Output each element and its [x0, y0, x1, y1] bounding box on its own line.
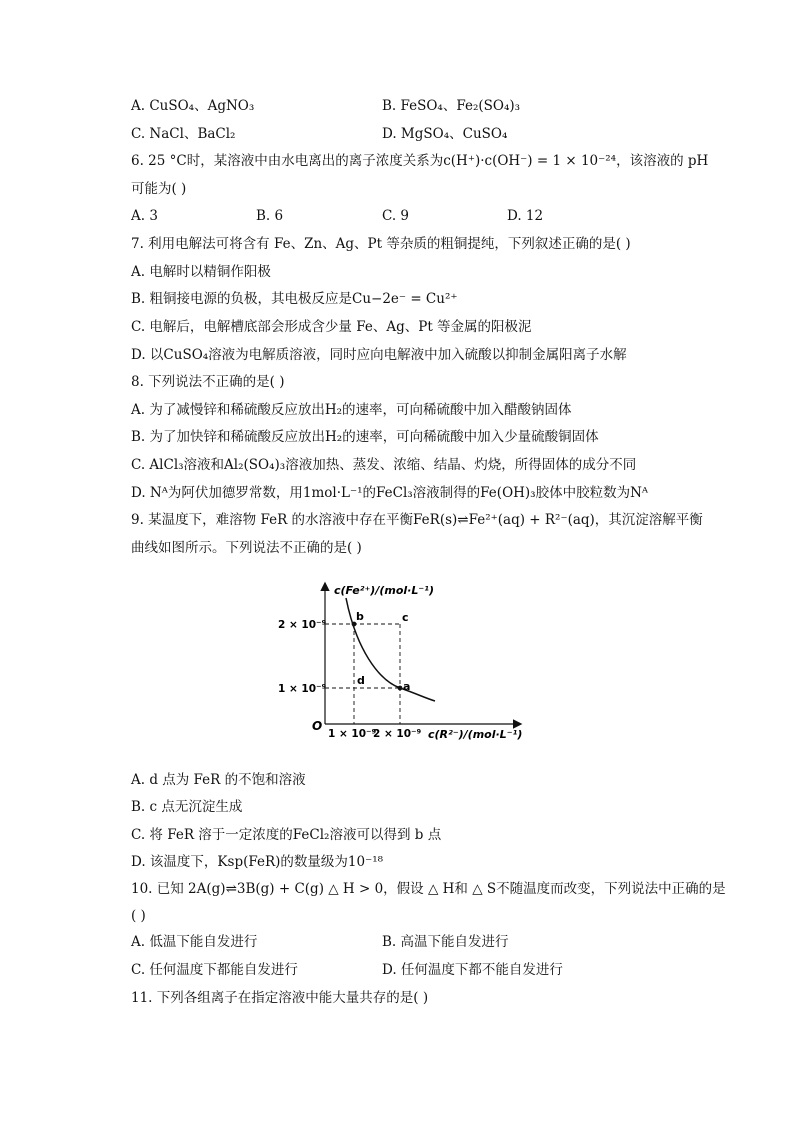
point-b-label: b: [356, 610, 364, 623]
q7-option-b: B. 粗铜接电源的负极，其电极反应是Cu−2e⁻ = Cu²⁺: [131, 291, 458, 307]
point-c-label: c: [402, 611, 409, 624]
x-tick-2: 2 × 10⁻⁹: [373, 728, 422, 740]
q10-option-a: A. 低温下能自发进行: [131, 934, 258, 950]
q5-option-a: A. CuSO₄、AgNO₃: [131, 98, 255, 114]
q10-option-d: D. 任何温度下都不能自发进行: [382, 962, 563, 978]
q10-stem-line1: 10. 已知 2A(g)⇌3B(g) + C(g) △ H > 0，假设 △ H和 △ S不随温度而改变，下列说法中正确的是: [131, 881, 726, 897]
q6-stem-line1: 6. 25 °C时，某溶液中由水电离出的离子浓度关系为c(H⁺)·c(OH⁻) = 1 × 10⁻²⁴，该溶液的 pH: [131, 153, 709, 169]
q5-option-c: C. NaCl、BaCl₂: [131, 126, 236, 142]
q8-option-c: C. AlCl₃溶液和Al₂(SO₄)₃溶液加热、蒸发、浓缩、结晶、灼烧，所得固体的成分不同: [131, 457, 637, 473]
q10-option-b: B. 高温下能自发进行: [382, 934, 509, 950]
q10-option-c: C. 任何温度下都能自发进行: [131, 962, 298, 978]
y-tick-1: 1 × 10⁻⁹: [278, 683, 327, 695]
q9-solubility-graph: [270, 578, 530, 746]
point-d-label: d: [357, 674, 365, 687]
q8-stem: 8. 下列说法不正确的是( ): [131, 374, 285, 390]
q9-stem-line2: 曲线如图所示。下列说法不正确的是( ): [131, 540, 362, 556]
q9-option-c: C. 将 FeR 溶于一定浓度的FeCl₂溶液可以得到 b 点: [131, 827, 442, 843]
x-axis-label: c(R²⁻)/(mol·L⁻¹): [428, 728, 523, 741]
q8-option-d: D. Nᴬ为阿伏加德罗常数，用1mol·L⁻¹的FeCl₃溶液制得的Fe(OH)₃胶体中胶粒数为Nᴬ: [131, 485, 649, 501]
q5-option-b: B. FeSO₄、Fe₂(SO₄)₃: [382, 98, 521, 114]
q9-option-d: D. 该温度下，Ksp(FeR)的数量级为10⁻¹⁸: [131, 854, 384, 870]
q9-stem-line1: 9. 某温度下，难溶物 FeR 的水溶液中存在平衡FeR(s)⇌Fe²⁺(aq) + R²⁻(aq)，其沉淀溶解平衡: [131, 512, 703, 528]
y-axis-label: c(Fe²⁺)/(mol·L⁻¹): [334, 584, 434, 597]
q7-option-d: D. 以CuSO₄溶液为电解质溶液，同时应向电解液中加入硫酸以抑制金属阳离子水解: [131, 347, 627, 363]
x-tick-1: 1 × 10⁻⁹: [328, 728, 377, 740]
q7-stem: 7. 利用电解法可将含有 Fe、Zn、Ag、Pt 等杂质的粗铜提纯，下列叙述正确的是( ): [131, 236, 631, 252]
q10-stem-line2: ( ): [131, 908, 146, 924]
q11-stem: 11. 下列各组离子在指定溶液中能大量共存的是( ): [131, 990, 429, 1006]
q6-stem-line2: 可能为( ): [131, 181, 187, 197]
q8-option-a: A. 为了减慢锌和稀硫酸反应放出H₂的速率，可向稀硫酸中加入醋酸钠固体: [131, 402, 572, 418]
q8-option-b: B. 为了加快锌和稀硫酸反应放出H₂的速率，可向稀硫酸中加入少量硫酸铜固体: [131, 429, 599, 445]
q6-option-b: B. 6: [256, 208, 284, 224]
q6-option-c: C. 9: [382, 208, 410, 224]
point-a-marker: [398, 686, 403, 691]
q6-option-d: D. 12: [507, 208, 544, 224]
q9-option-a: A. d 点为 FeR 的不饱和溶液: [131, 772, 306, 788]
q7-option-c: C. 电解后，电解槽底部会形成含少量 Fe、Ag、Pt 等金属的阳极泥: [131, 319, 532, 335]
q7-option-a: A. 电解时以精铜作阳极: [131, 264, 271, 280]
q9-option-b: B. c 点无沉淀生成: [131, 799, 243, 815]
y-tick-2: 2 × 10⁻⁹: [278, 619, 327, 631]
q6-option-a: A. 3: [131, 208, 158, 224]
origin-label: O: [312, 719, 323, 733]
point-a-label: a: [403, 680, 411, 693]
q5-option-d: D. MgSO₄、CuSO₄: [382, 126, 508, 142]
